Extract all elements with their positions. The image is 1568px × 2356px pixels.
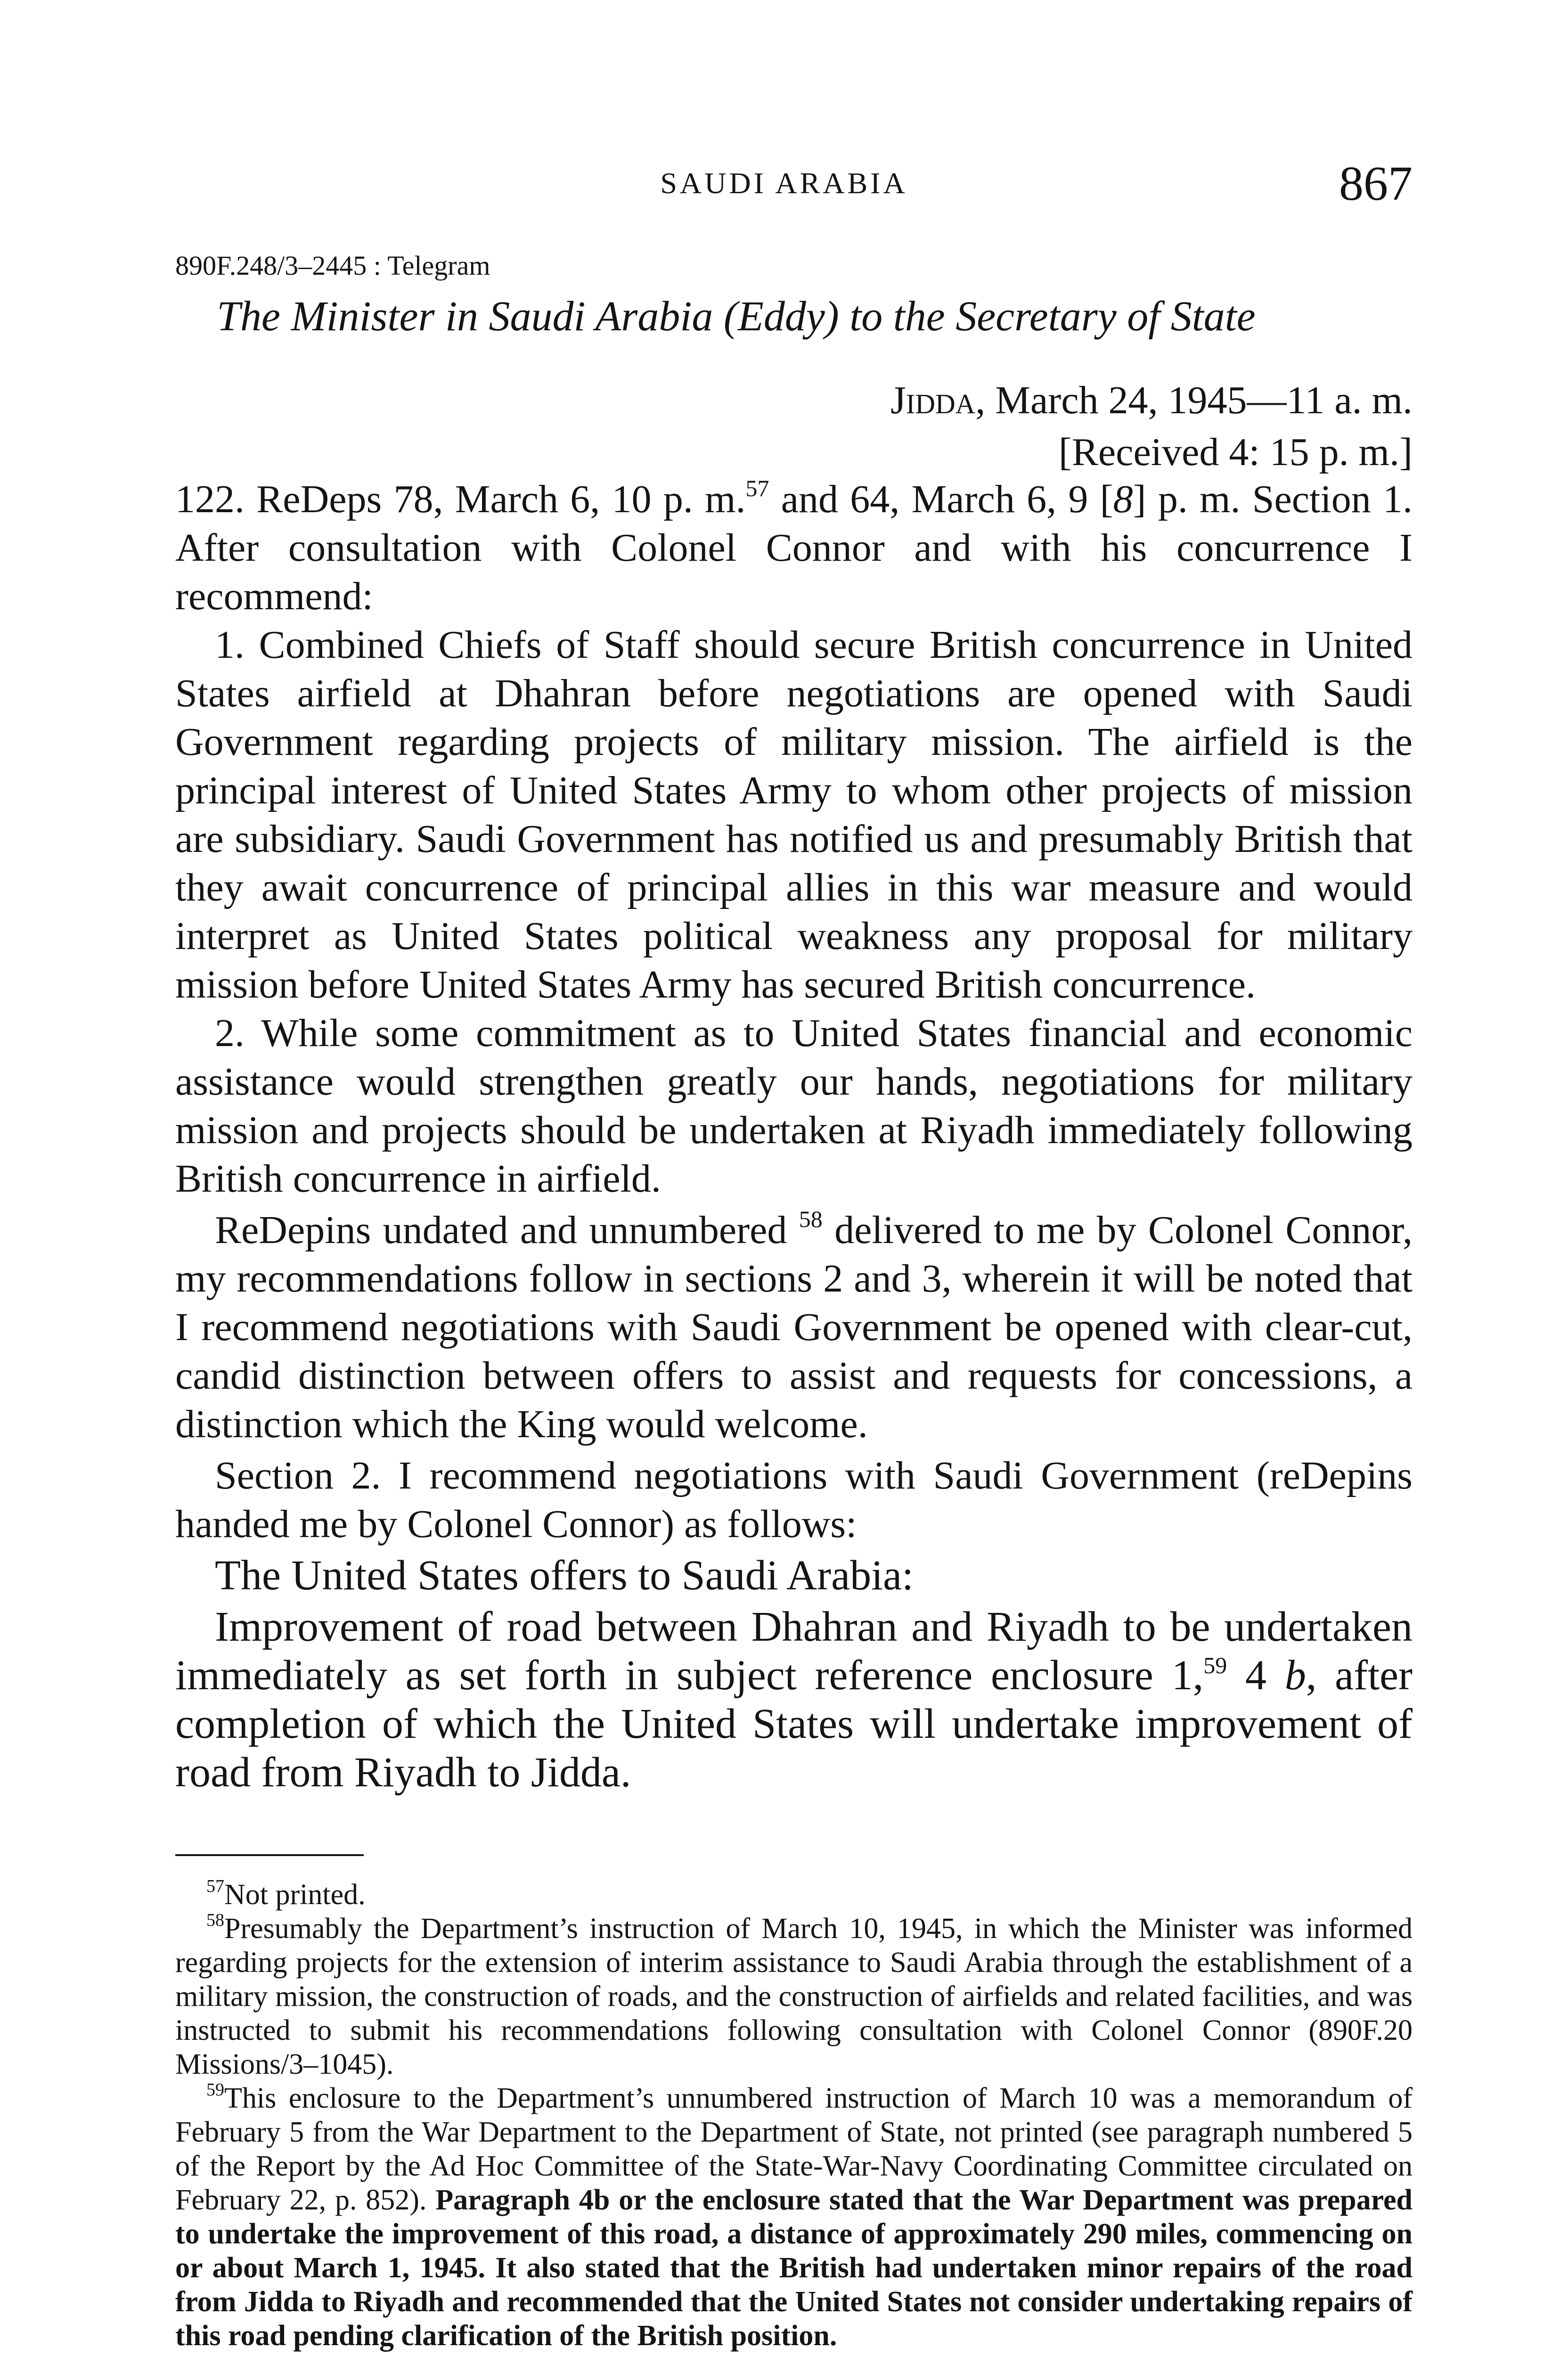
footnote-59 bbox=[175, 2081, 1413, 2353]
footnote-ref-58: 58 bbox=[799, 1206, 823, 1232]
dateline-sent bbox=[890, 375, 1413, 426]
footnote-divider bbox=[175, 1854, 364, 1856]
paragraph-intro-text-b: and 64, March 6, 9 [ bbox=[769, 477, 1113, 521]
paragraph-road-italic: b bbox=[1284, 1652, 1306, 1699]
footnote-59-number: 59 bbox=[206, 2080, 224, 2100]
footnote-59-text-a: This enclosure to the Department’s unnumbered instruction of March 10 was a memorandum of February 5 from the War Department to the Department of State, not printed (see paragraph numbered 5 of the Report by the Ad Hoc Committee of the State-War-Navy Coordinating Committee circulated on February 22, p. 852). bbox=[175, 2082, 1413, 2216]
footnote-58-text: Presumably the Department’s instruction of March 10, 1945, in which the Minister was informed regarding projects for the extension of interim assistance to Saudi Arabia through the establishment of a military mission, the construction of roads, and the construction of airfields and related facilities, and was instructed to submit his recommendations following consultation with Colonel Connor (890F.20 Missions/3–1045). bbox=[175, 1913, 1413, 2080]
footnote-57 bbox=[175, 1878, 1413, 1912]
document-title: The Minister in Saudi Arabia (Eddy) to the Secretary of State bbox=[217, 293, 1256, 340]
paragraph-redepins-text-a: ReDepins undated and unnumbered bbox=[215, 1208, 799, 1252]
footnotes bbox=[175, 1878, 1413, 2353]
paragraph-intro bbox=[175, 475, 1413, 621]
paragraph-redepins bbox=[175, 1206, 1413, 1448]
dateline-date: , March 24, 1945—11 a. m. bbox=[975, 378, 1413, 422]
paragraph-redepins-text-b: delivered to me by Colonel Connor, my recommendations follow in sections 2 and 3, wherein it will be noted that I recommend negotiations with Saudi Government be opened with clear-cut, candid distinction between offers to assist and requests for concessions, a distinction which the King would welcome. bbox=[175, 1208, 1413, 1446]
footnote-57-text: Not printed. bbox=[224, 1879, 366, 1911]
paragraph-road-text-a: Improvement of road between Dhahran and Riyadh to be undertaken immediately as set forth in subject reference enclosure 1, bbox=[175, 1603, 1413, 1699]
paragraph-road-text-b: 4 bbox=[1227, 1652, 1285, 1699]
dateline-received: [Received 4: 15 p. m.] bbox=[1058, 430, 1413, 474]
paragraph-item-2: 2. While some commitment as to United States financial and economic assistance would strengthen greatly our hands, negotiations for military mission and projects should be undertaken at Riyadh immediately following British concurrence in airfield. bbox=[175, 1011, 1413, 1201]
footnote-58-number: 58 bbox=[206, 1910, 224, 1930]
footnote-57-number: 57 bbox=[206, 1876, 224, 1896]
paragraph-intro-text-a: 122. ReDeps 78, March 6, 10 p. m. bbox=[175, 477, 746, 521]
footnote-59-text-b: Paragraph 4b or the enclosure stated that the War Department was prepared to undertake the improvement of this road, a distance of approximately 290 miles, commencing on or about March 1, 1945. It also stated that the British had undertaken minor repairs of the road from Jidda to Riyadh and recommended that the United States not consider undertaking repairs of this road pending clarification of the British position. bbox=[175, 2184, 1413, 2352]
paragraph-offers: The United States offers to Saudi Arabia: bbox=[215, 1552, 914, 1599]
body-text bbox=[175, 475, 1413, 1797]
paragraph-road bbox=[175, 1603, 1413, 1797]
paragraph-intro-text-d: ] p. m. Section 1. After consultation with Colonel Connor and with his concurrence I recommend: bbox=[175, 477, 1413, 618]
footnote-58 bbox=[175, 1912, 1413, 2081]
paragraph-section-2: Section 2. I recommend negotiations with Saudi Government (reDepins handed me by Colonel Connor) as follows: bbox=[175, 1454, 1413, 1546]
running-head: SAUDI ARABIA bbox=[660, 166, 908, 200]
footnote-ref-57: 57 bbox=[745, 475, 769, 501]
footnote-ref-59: 59 bbox=[1203, 1652, 1227, 1678]
paragraph-item-1: 1. Combined Chiefs of Staff should secure British concurrence in United States airfield at Dhahran before negotiations are opened with Saudi Government regarding projects of military mission. The airfield is the principal interest of United States Army to whom other projects of mission are subsidiary. Saudi Government has notified us and presumably British that they await concurrence of principal allies in this war measure and would interpret as United States political weakness any proposal for military mission before United States Army has secured British concurrence. bbox=[175, 623, 1413, 1006]
file-reference: 890F.248/3–2445 : Telegram bbox=[175, 250, 490, 281]
page-number: 867 bbox=[1339, 156, 1413, 211]
dateline-place: Jidda bbox=[890, 378, 976, 422]
paragraph-intro-italic: 8 bbox=[1113, 477, 1133, 521]
dateline bbox=[890, 375, 1413, 478]
paragraph-road-text-d: , after completion of which the United States will undertake improvement of road from Riyadh to Jidda. bbox=[175, 1652, 1413, 1796]
